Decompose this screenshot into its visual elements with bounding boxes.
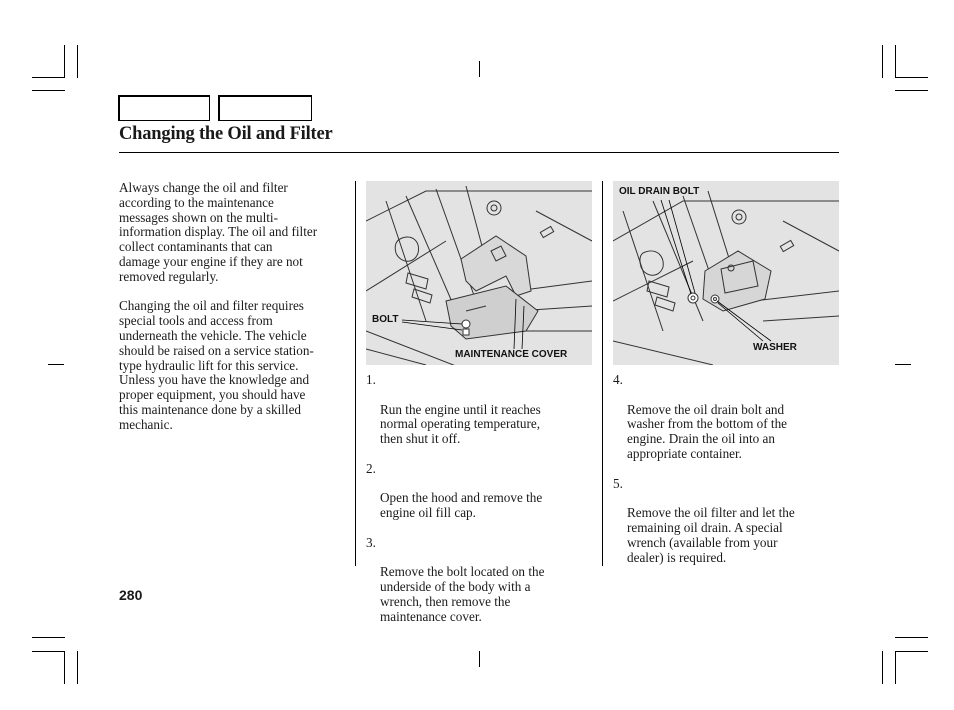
label-washer: WASHER: [753, 342, 797, 353]
intro-paragraph-2: Changing the oil and filter requires special tools and access from underneath the vehicle. The vehicle should be raised on a service station- type hydraulic lift for this service. Unless you have the knowledge and proper equipment, you should have this maintenance done by a skilled mechanic.: [119, 298, 314, 432]
step-3: [366, 536, 596, 625]
step-2: [366, 462, 596, 521]
step-text: Remove the oil drain bolt and washer from the bottom of the engine. Drain the oil into an appropriate container.: [627, 401, 788, 461]
column-divider-1: [355, 181, 356, 566]
step-number: 5.: [613, 475, 623, 491]
label-oil-drain-bolt: OIL DRAIN BOLT: [619, 186, 700, 197]
figure-maintenance-cover: [366, 181, 592, 365]
oil-drain-bolt-illustration: [613, 181, 839, 365]
step-1: [366, 373, 596, 447]
header-tab-box-1: [118, 95, 210, 121]
steps-column-2: [613, 373, 843, 580]
step-number: 2.: [366, 460, 376, 476]
page-number: 280: [119, 587, 143, 603]
step-text: Remove the bolt located on the underside of the body with a wrench, then remove the maintenance cover.: [380, 564, 545, 624]
title-rule: [119, 152, 839, 153]
column-divider-2: [602, 181, 603, 566]
intro-column: [119, 181, 351, 447]
label-maintenance-cover: MAINTENANCE COVER: [455, 349, 568, 360]
step-4: [613, 373, 843, 462]
intro-paragraph-1: Always change the oil and filter according to the maintenance messages shown on the multi- information display. The oil and filter collect contaminants that can damage your engine if they are not removed regularly.: [119, 180, 318, 284]
page-title: Changing the Oil and Filter: [119, 124, 333, 144]
step-text: Remove the oil filter and let the remaining oil drain. A special wrench (available from your dealer) is required.: [627, 505, 795, 565]
step-number: 3.: [366, 534, 376, 550]
figure-oil-drain-bolt: [613, 181, 839, 365]
step-number: 1.: [366, 372, 376, 387]
step-5: [613, 477, 843, 566]
step-number: 4.: [613, 372, 623, 387]
header-tab-box-2: [218, 95, 312, 121]
label-bolt: BOLT: [372, 314, 399, 325]
maintenance-cover-illustration: [366, 181, 592, 365]
steps-column-1: [366, 373, 596, 639]
step-text: Run the engine until it reaches normal operating temperature, then shut it off.: [380, 401, 541, 447]
step-text: Open the hood and remove the engine oil fill cap.: [380, 490, 543, 521]
